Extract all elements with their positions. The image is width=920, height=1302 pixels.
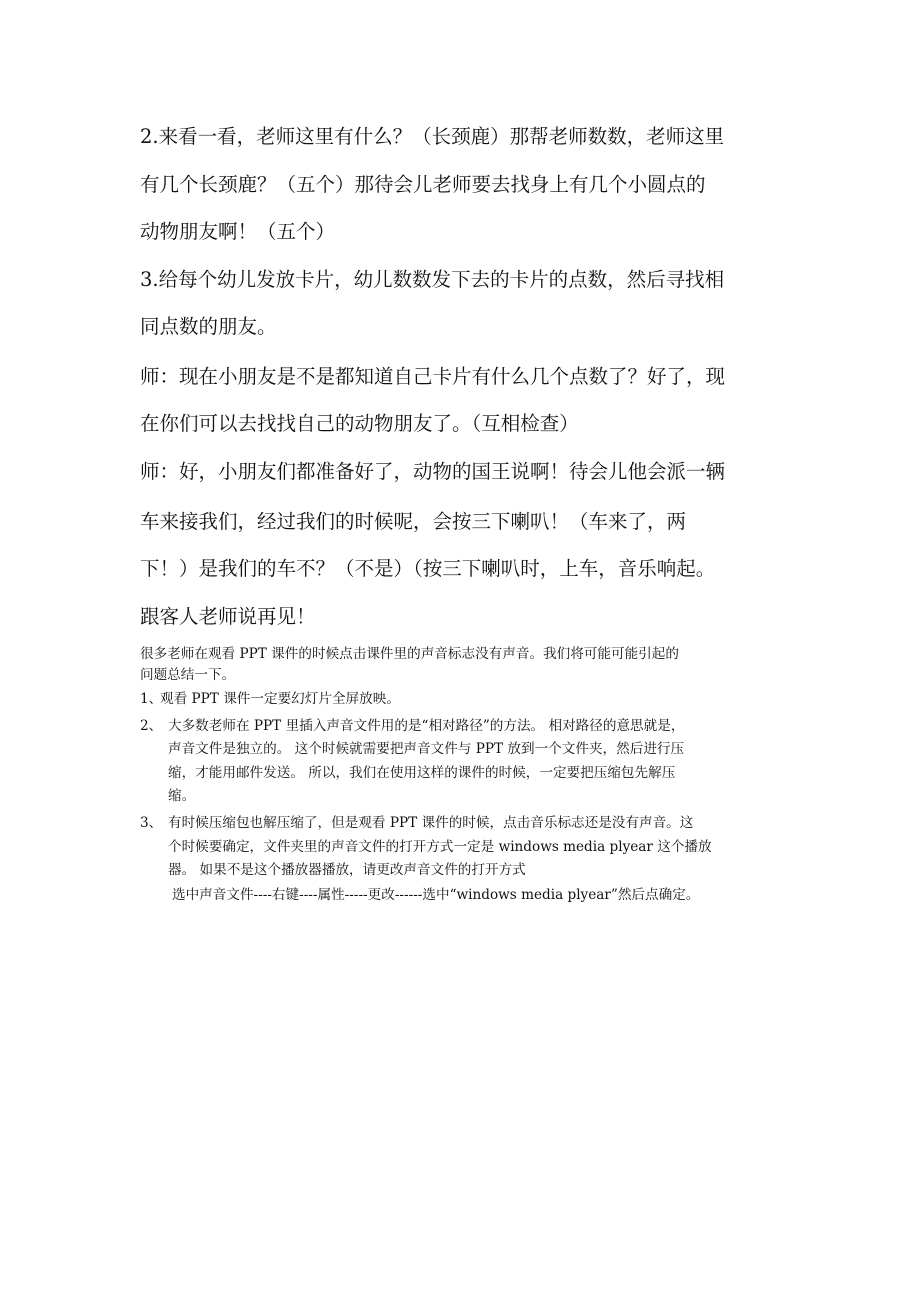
notes-item-2-number: 2、 — [140, 718, 163, 734]
lesson-line-1: 2.来看一看，老师这里有什么？（长颈鹿）那帮老师数数，老师这里 — [140, 125, 725, 148]
notes-item-3-line-1: 有时候压缩包也解压缩了，但是观看 PPT 课件的时候，点击音乐标志还是没有声音。这 — [168, 815, 694, 831]
notes-item-2-line-2: 声音文件是独立的。 这个时候就需要把声音文件与 PPT 放到一个文件夹，然后进行压 — [168, 741, 685, 757]
lesson-line-7: 在你们可以去找找自己的动物朋友了。（互相检查） — [140, 412, 579, 435]
notes-item-3-line-2: 个时候要确定，文件夹里的声音文件的打开方式一定是 windows media plyear 这个播放 — [168, 839, 712, 855]
notes-item-1-number: 1、 — [140, 691, 163, 707]
lesson-line-11: 跟客人老师说再见！ — [140, 605, 316, 628]
lesson-line-3: 动物朋友啊！（五个） — [140, 220, 336, 243]
notes-item-1-line-1: 观看 PPT 课件一定要幻灯片全屏放映。 — [160, 691, 400, 707]
notes-item-2-line-4: 缩。 — [168, 788, 196, 804]
lesson-line-5: 同点数的朋友。 — [140, 315, 277, 338]
lesson-line-4: 3.给每个幼儿发放卡片，幼儿数数发下去的卡片的点数，然后寻找相 — [140, 268, 725, 291]
notes-item-3-line-3: 器。 如果不是这个播放器播放，请更改声音文件的打开方式 — [168, 862, 526, 878]
lesson-line-9: 车来接我们，经过我们的时候呢，会按三下喇叭！（车来了，两 — [140, 510, 687, 533]
notes-item-3-number: 3、 — [140, 815, 163, 831]
lesson-line-8: 师：好，小朋友们都准备好了，动物的国王说啊！待会儿他会派一辆 — [140, 460, 726, 483]
lesson-line-2: 有几个长颈鹿？（五个）那待会儿老师要去找身上有几个小圆点的 — [140, 173, 706, 196]
notes-item-2-line-3: 缩，才能用邮件发送。 所以，我们在使用这样的课件的时候，一定要把压缩包先解压 — [168, 765, 676, 781]
notes-intro-line-2: 问题总结一下。 — [140, 667, 236, 683]
notes-item-2-line-1: 大多数老师在 PPT 里插入声音文件用的是“相对路径”的方法。 相对路径的意思就是， — [168, 718, 685, 734]
notes-final-line: 选中声音文件----右键----属性-----更改------选中“windows media plyear”然后点确定。 — [172, 887, 700, 903]
lesson-line-10: 下！）是我们的车不？（不是）（按三下喇叭时，上车，音乐响起。 — [140, 557, 716, 580]
lesson-line-6: 师：现在小朋友是不是都知道自己卡片有什么几个点数了？好了，现 — [140, 365, 726, 388]
notes-intro-line-1: 很多老师在观看 PPT 课件的时候点击课件里的声音标志没有声音。我们将可能可能引起的 — [140, 646, 679, 662]
